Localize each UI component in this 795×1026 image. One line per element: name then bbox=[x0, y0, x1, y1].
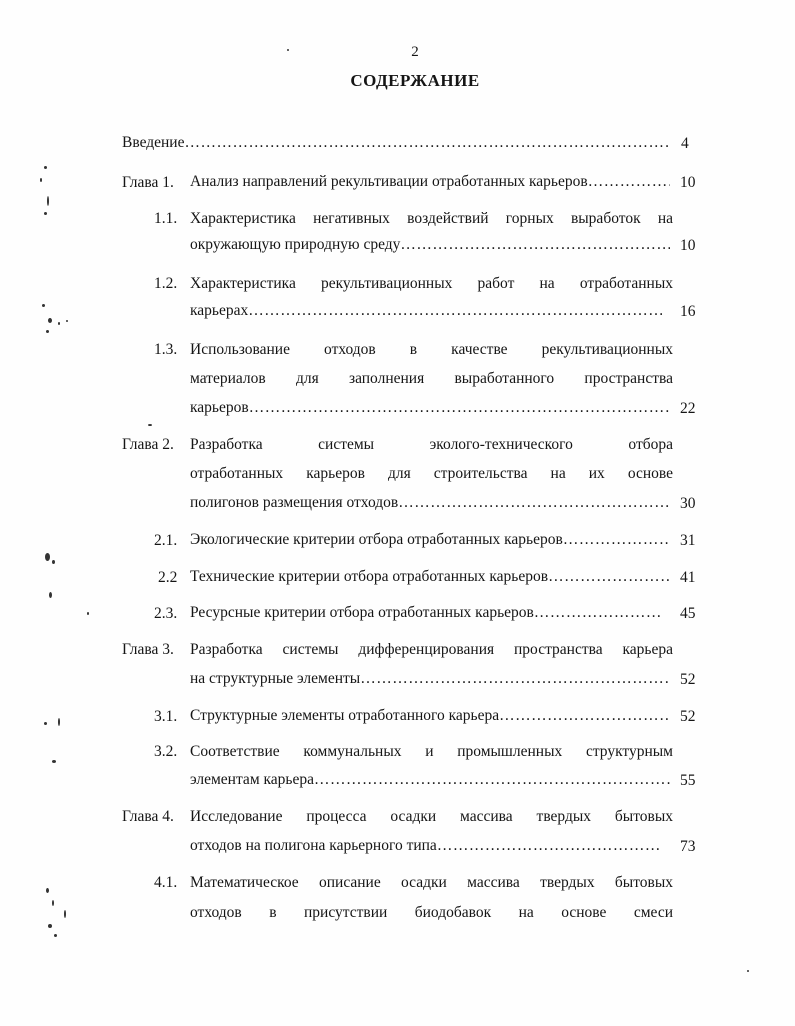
toc-entry-2-1 bbox=[190, 531, 670, 549]
toc-entry-2-3 bbox=[190, 604, 662, 622]
toc-entry-3-2 bbox=[190, 771, 670, 789]
toc-entry-label: Глава 4. bbox=[122, 808, 174, 825]
toc-entry-chapter-2 bbox=[190, 494, 670, 512]
toc-entry-label: 1.2. bbox=[154, 275, 178, 292]
toc-entry-1-2 bbox=[190, 302, 662, 320]
toc-entry-text: Исследование процесса осадки массива твердых бытовых bbox=[190, 808, 673, 825]
toc-entry-label: 1.3. bbox=[154, 341, 178, 358]
page-title: СОДЕРЖАНИЕ bbox=[350, 71, 480, 90]
leader-dots bbox=[400, 236, 670, 254]
toc-entry-label: 3.1. bbox=[154, 708, 178, 725]
toc-entry-page: 45 bbox=[680, 605, 696, 622]
toc-entry-page: 41 bbox=[680, 569, 696, 586]
toc-entry-text: Соответствие коммунальных и промышленных структурным bbox=[190, 743, 673, 760]
toc-entry-page: 22 bbox=[680, 400, 696, 417]
toc-entry-text: Характеристика рекультивационных работ на отработанных bbox=[190, 275, 673, 292]
toc-entry-page: 52 bbox=[680, 708, 696, 725]
toc-entry-chapter-4 bbox=[190, 837, 662, 855]
leader-dots bbox=[437, 837, 662, 855]
toc-entry-page: 10 bbox=[680, 237, 696, 254]
scan-speck bbox=[66, 320, 68, 322]
scan-speck bbox=[287, 49, 289, 51]
scan-speck bbox=[48, 318, 52, 323]
toc-entry-1-3 bbox=[190, 399, 670, 417]
leader-dots bbox=[360, 670, 670, 688]
leader-dots bbox=[563, 531, 670, 549]
toc-entry-text: карьерах bbox=[190, 302, 249, 319]
toc-entry-text: Экологические критерии отбора отработанных карьеров bbox=[190, 531, 563, 548]
leader-dots bbox=[588, 173, 670, 191]
scan-speck bbox=[42, 304, 45, 307]
toc-entry-page: 73 bbox=[680, 838, 696, 855]
scan-speck bbox=[45, 553, 50, 561]
toc-entry-text: на структурные элементы bbox=[190, 670, 361, 687]
toc-entry-chapter-3 bbox=[190, 670, 670, 688]
leader-dots bbox=[534, 604, 662, 622]
toc-entry-page: 31 bbox=[680, 532, 696, 549]
scan-speck bbox=[40, 178, 42, 182]
scan-speck bbox=[52, 900, 54, 906]
scan-speck bbox=[87, 612, 89, 615]
leader-dots bbox=[184, 134, 670, 152]
leader-dots bbox=[249, 399, 670, 417]
toc-entry-label: Глава 1. bbox=[122, 174, 174, 191]
toc-entry-text: Разработка системы дифференцирования пространства карьера bbox=[190, 641, 673, 658]
toc-entry-3-1 bbox=[190, 707, 670, 725]
toc-entry-label: 4.1. bbox=[154, 874, 178, 891]
scan-speck bbox=[46, 888, 49, 893]
toc-entry-text: элементам карьера bbox=[190, 771, 314, 788]
toc-entry-label: 2.1. bbox=[154, 532, 178, 549]
leader-dots bbox=[398, 494, 670, 512]
toc-entry-text: Технические критерии отбора отработанных карьеров bbox=[190, 568, 549, 585]
scan-speck bbox=[44, 722, 47, 725]
toc-entry-page: 4 bbox=[681, 135, 689, 152]
scan-speck bbox=[44, 212, 47, 215]
toc-entry-page: 30 bbox=[680, 495, 696, 512]
toc-entry-2-2 bbox=[190, 568, 670, 586]
toc-entry-text: окружающую природную среду bbox=[190, 236, 401, 253]
toc-entry-page: 16 bbox=[680, 303, 696, 320]
toc-entry-label: 2.2 bbox=[158, 569, 178, 586]
leader-dots bbox=[499, 707, 670, 725]
scan-speck bbox=[54, 934, 57, 937]
toc-entry-text: Математическое описание осадки массива твердых бытовых bbox=[190, 874, 673, 891]
scan-speck bbox=[49, 592, 52, 598]
toc-entry-label: 3.2. bbox=[154, 743, 178, 760]
toc-entry-page: 52 bbox=[680, 671, 696, 688]
scan-speck bbox=[52, 760, 56, 763]
toc-entry-label: Глава 3. bbox=[122, 641, 174, 658]
toc-entry-text: карьеров bbox=[190, 399, 249, 416]
leader-dots bbox=[548, 568, 670, 586]
scan-speck bbox=[58, 322, 60, 325]
scan-speck bbox=[148, 424, 152, 426]
scan-speck bbox=[52, 560, 55, 564]
toc-entry-label: 1.1. bbox=[154, 210, 178, 227]
scan-speck bbox=[46, 330, 49, 333]
toc-entry-text: отходов в присутствии биодобавок на основе смеси bbox=[190, 904, 673, 921]
toc-entry-text: Анализ направлений рекультивации отработанных карьеров bbox=[190, 173, 588, 190]
toc-entry-text: Разработка системы эколого-технического отбора bbox=[190, 436, 673, 453]
page-number: 2 bbox=[411, 44, 419, 60]
toc-entry-text: Использование отходов в качестве рекультивационных bbox=[190, 341, 673, 358]
toc-entry-text: Структурные элементы отработанного карьера bbox=[190, 707, 500, 724]
toc-entry-label: 2.3. bbox=[154, 605, 178, 622]
toc-entry-text: отработанных карьеров для строительства на их основе bbox=[190, 465, 673, 482]
toc-entry-text: отходов на полигона карьерного типа bbox=[190, 837, 437, 854]
toc-entry-text: Ресурсные критерии отбора отработанных карьеров bbox=[190, 604, 534, 621]
toc-entry-text: Введение bbox=[122, 134, 185, 151]
toc-entry-introduction bbox=[122, 134, 670, 152]
toc-entry-text: полигонов размещения отходов bbox=[190, 494, 399, 511]
scan-speck bbox=[48, 924, 52, 928]
toc-entry-page: 10 bbox=[680, 174, 696, 191]
toc-entry-1-1 bbox=[190, 236, 670, 254]
scan-speck bbox=[747, 970, 749, 972]
scan-speck bbox=[58, 718, 60, 726]
scan-speck bbox=[47, 196, 49, 206]
scan-speck bbox=[64, 910, 66, 918]
toc-entry-chapter-1 bbox=[190, 173, 670, 191]
toc-entry-label: Глава 2. bbox=[122, 436, 174, 453]
scan-speck bbox=[44, 166, 47, 169]
toc-entry-text: Характеристика негативных воздействий горных выработок на bbox=[190, 210, 673, 227]
leader-dots bbox=[314, 771, 670, 789]
leader-dots bbox=[248, 302, 662, 320]
toc-entry-page: 55 bbox=[680, 772, 696, 789]
toc-entry-text: материалов для заполнения выработанного пространства bbox=[190, 370, 673, 387]
